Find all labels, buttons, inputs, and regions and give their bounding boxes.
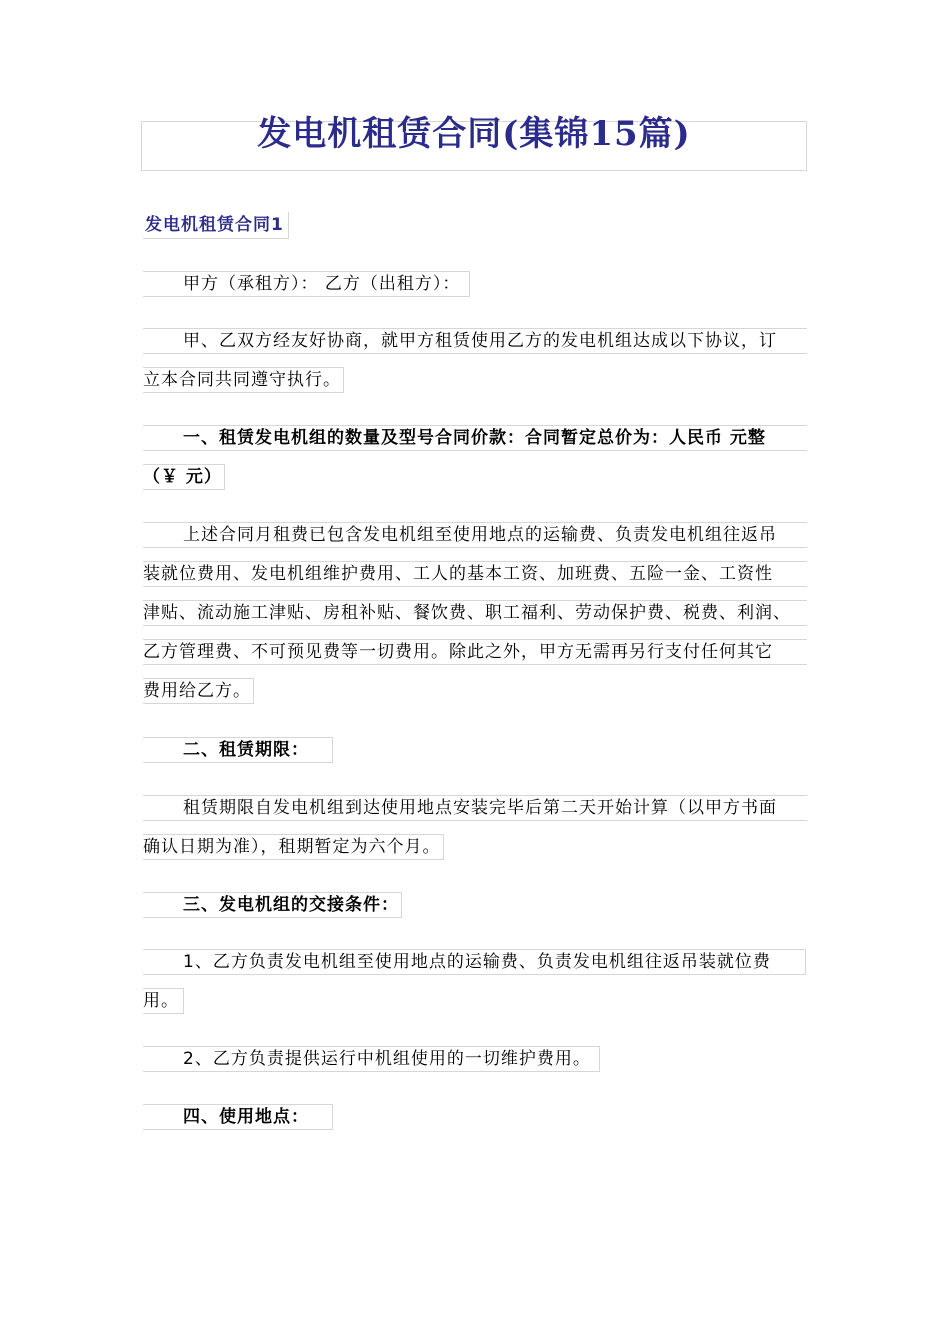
intro-line-1: 甲、乙双方经友好协商，就甲方租赁使用乙方的发电机组达成以下协议，订 xyxy=(183,331,777,351)
section-1-body-line-5: 费用给乙方。 xyxy=(143,681,251,701)
section-4-heading-text: 四、使用地点： xyxy=(183,1107,309,1127)
section-1-body xyxy=(143,522,807,717)
section-2-body xyxy=(143,795,807,873)
section-2-heading xyxy=(143,737,807,776)
section-3-heading xyxy=(143,892,807,931)
section-3-item-1-line-1: 1、乙方负责发电机组至使用地点的运输费、负责发电机组往返吊装就位费 xyxy=(183,952,771,972)
section-1-heading-line-2: （￥ 元） xyxy=(143,467,222,487)
section-2-body-line-1: 租赁期限自发电机组到达使用地点安装完毕后第二天开始计算（以甲方书面 xyxy=(183,798,777,818)
section-4-heading xyxy=(143,1104,807,1143)
section-2-heading-text: 二、租赁期限： xyxy=(183,740,309,760)
section-3-item-1-line-2: 用。 xyxy=(143,991,179,1011)
section-1-body-line-1: 上述合同月租费已包含发电机组至使用地点的运输费、负责发电机组往返吊 xyxy=(183,525,777,545)
section-1-heading xyxy=(143,425,807,503)
section-1-body-line-2: 装就位费用、发电机组维护费用、工人的基本工资、加班费、五险一金、工资性 xyxy=(143,564,773,584)
section-2-body-line-2: 确认日期为准），租期暂定为六个月。 xyxy=(143,837,441,857)
section-1-body-line-3: 津贴、流动施工津贴、房租补贴、餐饮费、职工福利、劳动保护费、税费、利润、 xyxy=(143,603,791,623)
parties-line xyxy=(143,271,807,310)
section-3-item-2-text: 2、乙方负责提供运行中机组使用的一切维护费用。 xyxy=(183,1049,591,1069)
section-3-item-2 xyxy=(143,1046,807,1085)
intro-line-2: 立本合同共同遵守执行。 xyxy=(143,370,341,390)
document-title: 发电机租赁合同(集锦15篇) xyxy=(257,114,691,154)
section-1-body-line-4: 乙方管理费、不可预见费等一切费用。除此之外，甲方无需再另行支付任何其它 xyxy=(143,642,773,662)
section-3-heading-text: 三、发电机组的交接条件： xyxy=(183,895,399,915)
parties-text: 甲方（承租方）： 乙方（出租方）： xyxy=(183,274,461,294)
intro-paragraph xyxy=(143,328,807,406)
section-3-item-1 xyxy=(143,949,807,1027)
contract-subtitle: 发电机租赁合同1 xyxy=(143,212,289,239)
section-1-heading-line-1: 一、租赁发电机组的数量及型号合同价款：合同暂定总价为：人民币 元整 xyxy=(183,428,766,448)
